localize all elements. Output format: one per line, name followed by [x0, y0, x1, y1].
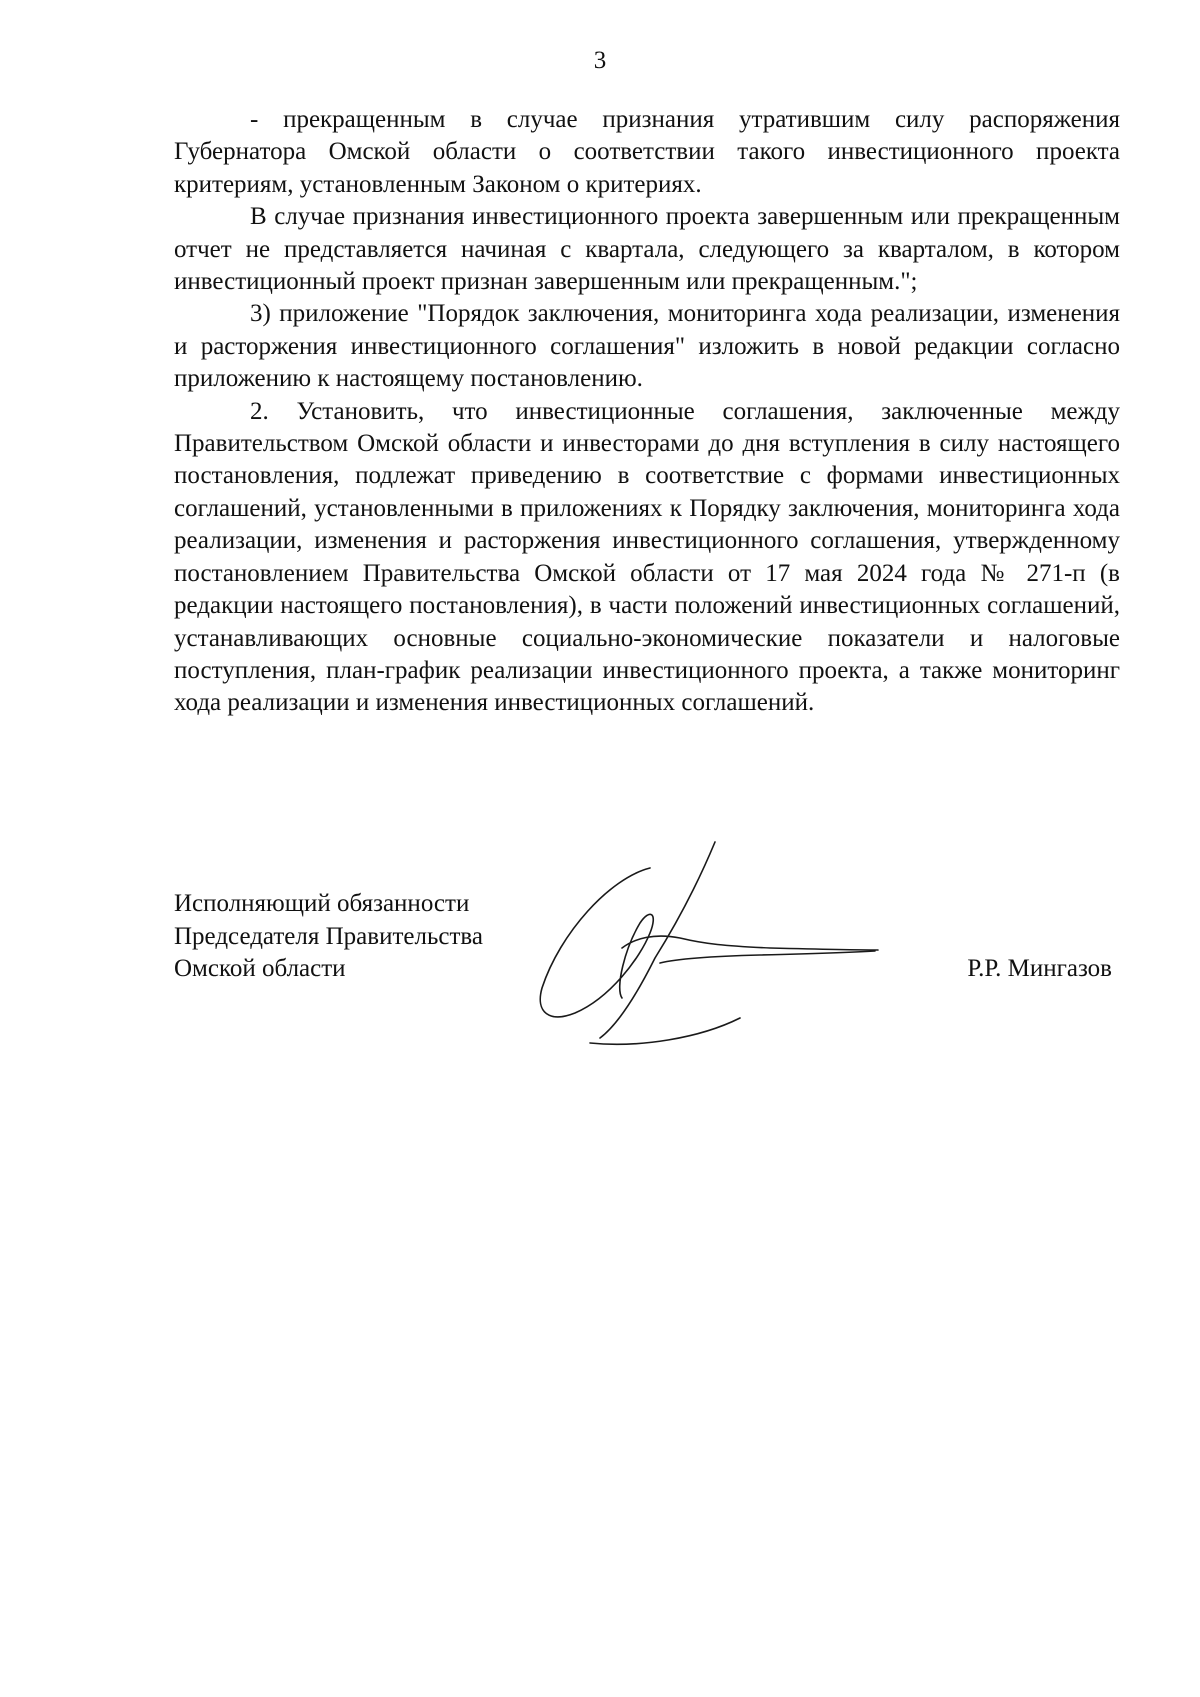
document-body — [174, 104, 1120, 720]
paragraph: В случае признания инвестиционного проекта завершенным или прекращенным отчет не представляется начиная с квартала, следующего за кварталом, в котором инвестиционный проект признан завершенным или прекращенным."; — [174, 203, 1120, 296]
paragraph: - прекращенным в случае признания утратившим силу распоряжения Губернатора Омской области о соответствии такого инвестиционного проекта критериям, установленным Законом о критериях. — [174, 106, 1120, 198]
paragraph: 2. Установить, что инвестиционные соглашения, заключенные между Правительством Омской области и инвесторами до дня вступления в силу настоящего постановления, подлежат приведению в соответствие с формами инвестиционных соглашений, установленными в приложениях к Порядку заключения, мониторинга хода реализации, изменения и расторжения инвестиционного соглашения, утвержденному постановлением Правительства Омской области от 17 мая 2024 года № 271-п (в редакции настоящего постановления), в части положений инвестиционных соглашений, устанавливающих основные социально-экономические показатели и налоговые поступления, план-график реализации инвестиционного проекта, а также мониторинг хода реализации и изменения инвестиционных соглашений. — [174, 397, 1120, 717]
page-number: 3 — [593, 47, 607, 74]
paragraph: 3) приложение "Порядок заключения, мониторинга хода реализации, изменения и расторжения инвестиционного соглашения" изложить в новой редакции согласно приложению к настоящему постановлению. — [174, 300, 1120, 393]
signer-name: Р.Р. Мингазов — [967, 955, 1112, 982]
handwritten-signature — [530, 838, 890, 1048]
signer-position — [174, 888, 483, 986]
signer-position-line: Омской области — [174, 955, 346, 983]
signer-position-line: Председателя Правительства — [174, 922, 483, 950]
signer-position-line: Исполняющий обязанности — [174, 890, 470, 917]
